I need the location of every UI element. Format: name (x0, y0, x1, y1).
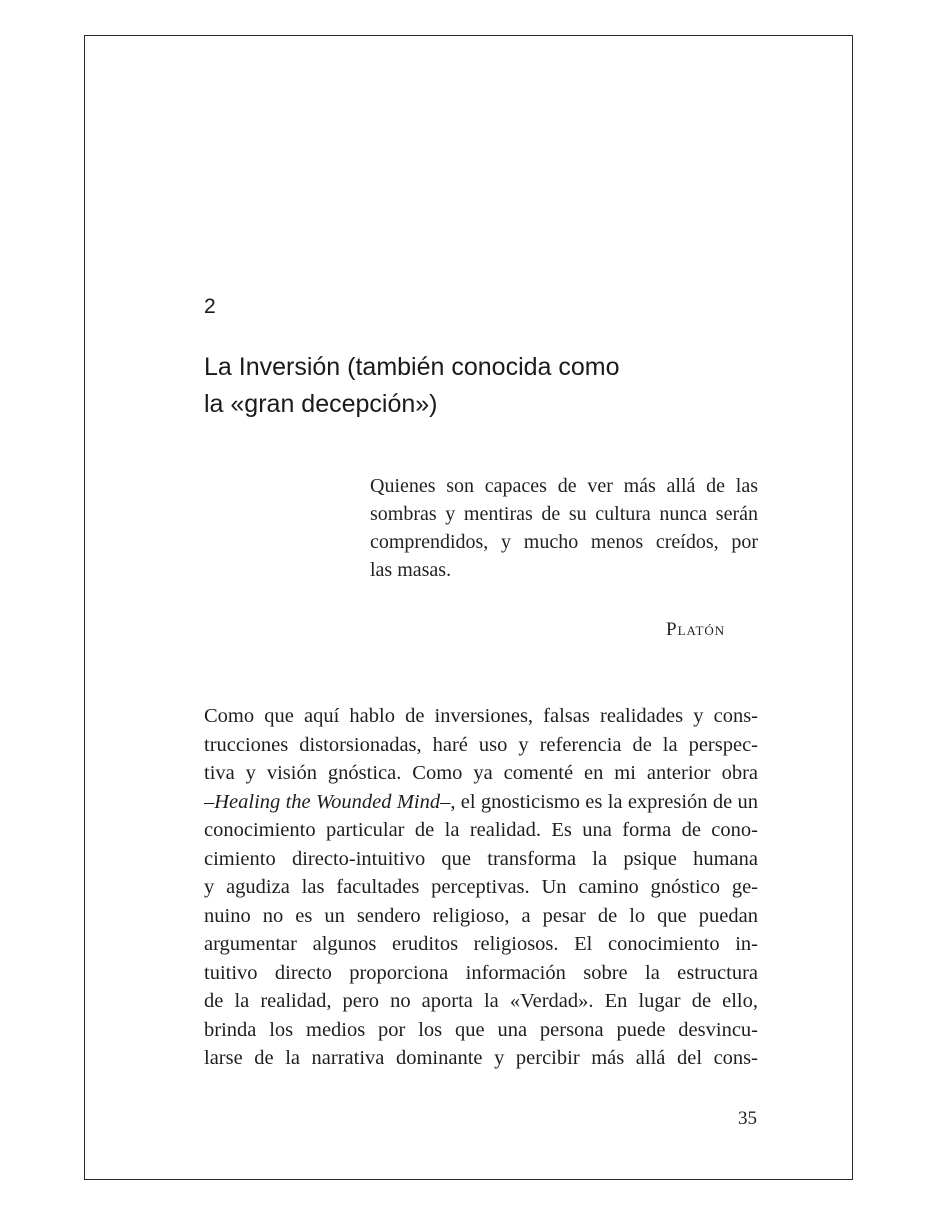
body-line-with-book-title (204, 788, 758, 817)
body-line: trucciones distorsionadas, haré uso y referencia de la perspec- (204, 733, 758, 756)
epigraph-author: Platón (666, 619, 726, 640)
body-line: argumentar algunos eruditos religiosos. El conocimiento in- (204, 933, 758, 955)
epigraph-line: sombras y mentiras de su cultura nunca serán (370, 503, 758, 525)
chapter-title-line: La Inversión (también conocida como (204, 353, 620, 381)
body-line: Como que aquí hablo de inversiones, falsas realidades y cons- (204, 705, 758, 727)
body-line: brinda los medios por los que una persona puede desvincu- (204, 1018, 758, 1041)
body-line: cimiento directo-intuitivo que transforma la psique humana (204, 847, 758, 870)
chapter-number: 2 (204, 295, 216, 318)
body-line: larse de la narrativa dominante y percibir más allá del cons- (204, 1047, 758, 1069)
body-line: conocimiento particular de la realidad. Es una forma de cono- (204, 819, 758, 841)
page-number: 35 (738, 1108, 757, 1129)
body-line: nuino no es un sendero religioso, a pesar de lo que puedan (204, 904, 758, 927)
epigraph-line: las masas. (370, 559, 452, 581)
body-line: de la realidad, pero no aporta la «Verdad». En lugar de ello, (204, 990, 758, 1012)
body-line: y agudiza las facultades perceptivas. Un camino gnóstico ge- (204, 876, 758, 898)
epigraph-line: comprendidos, y mucho menos creídos, por (370, 531, 758, 553)
epigraph-line: Quienes son capaces de ver más allá de las (370, 475, 758, 497)
chapter-title (204, 349, 724, 423)
epigraph-quote (370, 472, 758, 584)
body-line: tiva y visión gnóstica. Como ya comenté en mi anterior obra (204, 762, 758, 784)
chapter-title-line: la «gran decepción») (204, 390, 438, 418)
body-paragraph (204, 702, 758, 1073)
book-title: Healing the Wounded Mind (214, 790, 441, 813)
body-line-rest: –, el gnosticismo es la expresión de un (440, 790, 758, 813)
dash-open: – (204, 790, 215, 813)
body-line: tuitivo directo proporciona información sobre la estructura (204, 961, 758, 984)
